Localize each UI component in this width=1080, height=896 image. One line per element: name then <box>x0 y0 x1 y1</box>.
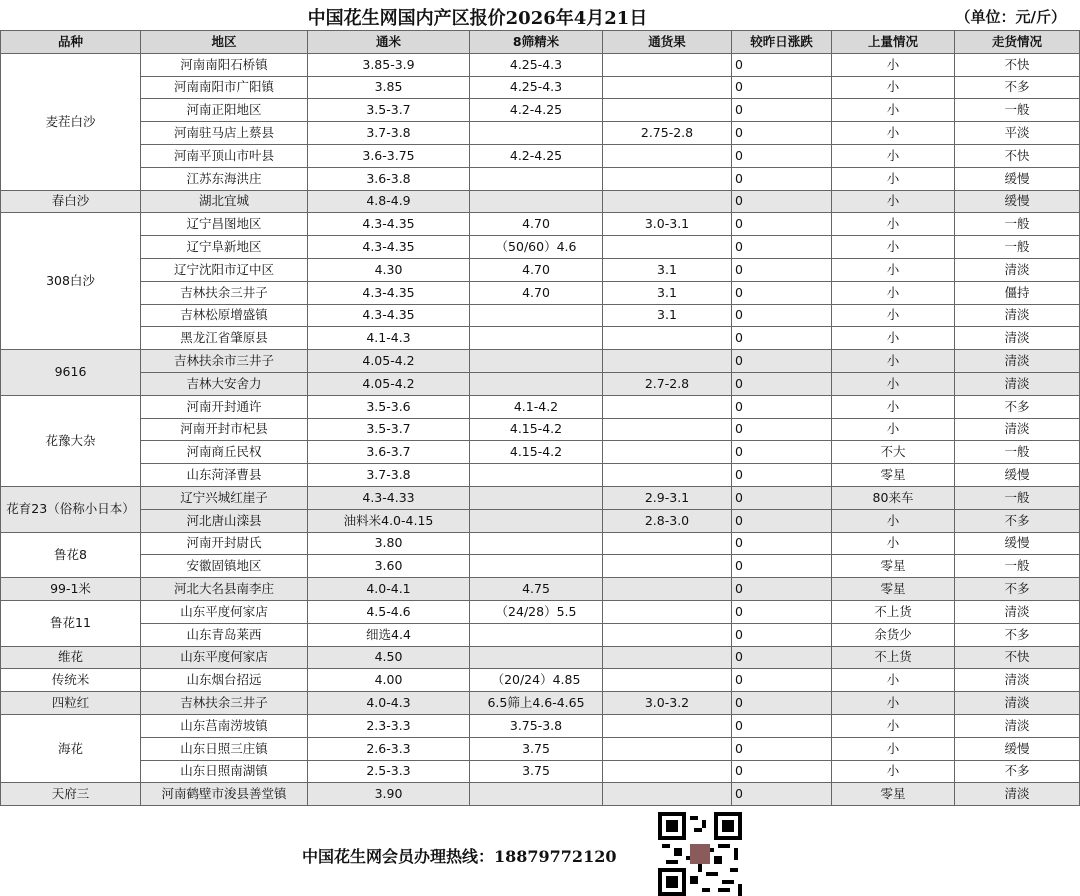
tongguo-cell: 2.9-3.1 <box>603 486 732 509</box>
table-row <box>1 167 1080 190</box>
jingmi-cell: 4.2-4.25 <box>470 144 603 167</box>
tongguo-cell <box>603 623 732 646</box>
tongguo-cell <box>603 464 732 487</box>
tongmi-cell: 2.3-3.3 <box>308 714 470 737</box>
variety-cell: 鲁花8 <box>1 532 141 578</box>
table-row <box>1 258 1080 281</box>
tongmi-cell: 4.5-4.6 <box>308 600 470 623</box>
table-row <box>1 53 1080 76</box>
price-table <box>0 30 1080 806</box>
jingmi-cell <box>470 623 603 646</box>
change-cell: 0 <box>732 167 832 190</box>
sales-cell: 一般 <box>955 486 1080 509</box>
tongmi-cell: 3.5-3.7 <box>308 418 470 441</box>
jingmi-cell <box>470 122 603 145</box>
tongmi-cell: 4.1-4.3 <box>308 327 470 350</box>
variety-cell: 99-1米 <box>1 578 141 601</box>
tongguo-cell <box>603 578 732 601</box>
jingmi-cell <box>470 486 603 509</box>
tongguo-cell <box>603 350 732 373</box>
tongmi-cell: 4.8-4.9 <box>308 190 470 213</box>
tongguo-cell <box>603 600 732 623</box>
jingmi-cell: 4.15-4.2 <box>470 418 603 441</box>
table-row <box>1 122 1080 145</box>
sales-cell: 清淡 <box>955 692 1080 715</box>
table-row <box>1 532 1080 555</box>
tongguo-cell <box>603 714 732 737</box>
tongmi-cell: 4.05-4.2 <box>308 372 470 395</box>
change-cell: 0 <box>732 600 832 623</box>
table-row <box>1 236 1080 259</box>
region-cell: 山东烟台招远 <box>141 669 308 692</box>
supply-cell: 不大 <box>832 441 955 464</box>
change-cell: 0 <box>732 53 832 76</box>
variety-cell: 麦茬白沙 <box>1 53 141 190</box>
tongmi-cell: 4.3-4.35 <box>308 281 470 304</box>
table-row <box>1 304 1080 327</box>
tongmi-cell: 4.3-4.33 <box>308 486 470 509</box>
jingmi-cell <box>470 783 603 806</box>
jingmi-cell: 6.5筛上4.6-4.65 <box>470 692 603 715</box>
jingmi-cell <box>470 532 603 555</box>
supply-cell: 小 <box>832 281 955 304</box>
variety-cell: 花育23（俗称小日本） <box>1 486 141 532</box>
column-header: 地区 <box>141 31 308 54</box>
sales-cell: 一般 <box>955 213 1080 236</box>
table-row <box>1 623 1080 646</box>
region-cell: 湖北宜城 <box>141 190 308 213</box>
table-row <box>1 441 1080 464</box>
change-cell: 0 <box>732 464 832 487</box>
footer <box>0 808 1080 896</box>
change-cell: 0 <box>732 737 832 760</box>
tongmi-cell: 油料米4.0-4.15 <box>308 509 470 532</box>
supply-cell: 小 <box>832 350 955 373</box>
tongmi-cell: 3.80 <box>308 532 470 555</box>
supply-cell: 小 <box>832 669 955 692</box>
change-cell: 0 <box>732 714 832 737</box>
supply-cell: 80来车 <box>832 486 955 509</box>
tongguo-cell <box>603 441 732 464</box>
column-header: 通米 <box>308 31 470 54</box>
jingmi-cell <box>470 509 603 532</box>
region-cell: 山东平度何家店 <box>141 600 308 623</box>
tongmi-cell: 3.85 <box>308 76 470 99</box>
tongguo-cell <box>603 783 732 806</box>
change-cell: 0 <box>732 236 832 259</box>
region-cell: 河南平顶山市叶县 <box>141 144 308 167</box>
supply-cell: 小 <box>832 167 955 190</box>
region-cell: 河南开封通许 <box>141 395 308 418</box>
change-cell: 0 <box>732 578 832 601</box>
variety-cell: 春白沙 <box>1 190 141 213</box>
region-cell: 辽宁兴城红崖子 <box>141 486 308 509</box>
tongmi-cell: 细选4.4 <box>308 623 470 646</box>
table-row <box>1 99 1080 122</box>
region-cell: 辽宁阜新地区 <box>141 236 308 259</box>
sales-cell: 缓慢 <box>955 190 1080 213</box>
jingmi-cell: 4.25-4.3 <box>470 53 603 76</box>
tongmi-cell: 3.7-3.8 <box>308 122 470 145</box>
supply-cell: 小 <box>832 258 955 281</box>
table-row <box>1 327 1080 350</box>
tongmi-cell: 4.50 <box>308 646 470 669</box>
supply-cell: 小 <box>832 737 955 760</box>
jingmi-cell <box>470 327 603 350</box>
tongguo-cell <box>603 327 732 350</box>
tongguo-cell <box>603 167 732 190</box>
change-cell: 0 <box>732 760 832 783</box>
tongmi-cell: 3.90 <box>308 783 470 806</box>
tongguo-cell: 2.8-3.0 <box>603 509 732 532</box>
jingmi-cell: 4.70 <box>470 258 603 281</box>
supply-cell: 不上货 <box>832 646 955 669</box>
title-bar <box>0 0 1080 30</box>
region-cell: 江苏东海洪庄 <box>141 167 308 190</box>
table-row <box>1 464 1080 487</box>
table-row <box>1 76 1080 99</box>
tongmi-cell: 3.5-3.6 <box>308 395 470 418</box>
supply-cell: 小 <box>832 213 955 236</box>
sales-cell: 一般 <box>955 99 1080 122</box>
jingmi-cell: 3.75-3.8 <box>470 714 603 737</box>
supply-cell: 小 <box>832 144 955 167</box>
change-cell: 0 <box>732 532 832 555</box>
header-row <box>1 31 1080 54</box>
table-row <box>1 714 1080 737</box>
jingmi-cell: （50/60）4.6 <box>470 236 603 259</box>
sales-cell: 一般 <box>955 236 1080 259</box>
tongguo-cell <box>603 190 732 213</box>
sales-cell: 不多 <box>955 578 1080 601</box>
tongmi-cell: 4.0-4.3 <box>308 692 470 715</box>
tongmi-cell: 4.05-4.2 <box>308 350 470 373</box>
supply-cell: 小 <box>832 304 955 327</box>
supply-cell: 零星 <box>832 578 955 601</box>
table-row <box>1 281 1080 304</box>
table-row <box>1 578 1080 601</box>
sales-cell: 清淡 <box>955 418 1080 441</box>
change-cell: 0 <box>732 509 832 532</box>
region-cell: 吉林扶余三井子 <box>141 692 308 715</box>
column-header: 通货果 <box>603 31 732 54</box>
tongmi-cell: 3.6-3.7 <box>308 441 470 464</box>
variety-cell: 花豫大杂 <box>1 395 141 486</box>
change-cell: 0 <box>732 213 832 236</box>
supply-cell: 不上货 <box>832 600 955 623</box>
tongguo-cell: 3.0-3.2 <box>603 692 732 715</box>
tongmi-cell: 4.3-4.35 <box>308 213 470 236</box>
sales-cell: 清淡 <box>955 600 1080 623</box>
table-row <box>1 350 1080 373</box>
table-row <box>1 669 1080 692</box>
change-cell: 0 <box>732 122 832 145</box>
region-cell: 黑龙江省肇原县 <box>141 327 308 350</box>
variety-cell: 海花 <box>1 714 141 782</box>
table-row <box>1 760 1080 783</box>
sales-cell: 僵持 <box>955 281 1080 304</box>
sales-cell: 清淡 <box>955 304 1080 327</box>
region-cell: 河南开封尉氏 <box>141 532 308 555</box>
tongguo-cell <box>603 669 732 692</box>
tongguo-cell: 2.7-2.8 <box>603 372 732 395</box>
region-cell: 吉林大安舍力 <box>141 372 308 395</box>
sales-cell: 不快 <box>955 646 1080 669</box>
tongguo-cell: 2.75-2.8 <box>603 122 732 145</box>
region-cell: 河南南阳石桥镇 <box>141 53 308 76</box>
sales-cell: 清淡 <box>955 783 1080 806</box>
table-row <box>1 418 1080 441</box>
sales-cell: 不多 <box>955 395 1080 418</box>
sales-cell: 清淡 <box>955 350 1080 373</box>
jingmi-cell: 4.25-4.3 <box>470 76 603 99</box>
column-header: 上量情况 <box>832 31 955 54</box>
table-row <box>1 737 1080 760</box>
sales-cell: 清淡 <box>955 714 1080 737</box>
supply-cell: 小 <box>832 509 955 532</box>
table-row <box>1 486 1080 509</box>
change-cell: 0 <box>732 327 832 350</box>
region-cell: 山东日照南湖镇 <box>141 760 308 783</box>
tongmi-cell: 2.6-3.3 <box>308 737 470 760</box>
variety-cell: 维花 <box>1 646 141 669</box>
tongguo-cell <box>603 555 732 578</box>
change-cell: 0 <box>732 258 832 281</box>
tongguo-cell <box>603 395 732 418</box>
change-cell: 0 <box>732 441 832 464</box>
region-cell: 河南驻马店上蔡县 <box>141 122 308 145</box>
sales-cell: 不多 <box>955 623 1080 646</box>
jingmi-cell <box>470 304 603 327</box>
jingmi-cell: （24/28）5.5 <box>470 600 603 623</box>
tongguo-cell <box>603 76 732 99</box>
page-title: 中国花生网国内产区报价2026年4月21日 <box>307 8 648 29</box>
supply-cell: 小 <box>832 692 955 715</box>
region-cell: 河南鹤壁市浚县善堂镇 <box>141 783 308 806</box>
sales-cell: 缓慢 <box>955 737 1080 760</box>
supply-cell: 小 <box>832 418 955 441</box>
table-row <box>1 692 1080 715</box>
sales-cell: 清淡 <box>955 258 1080 281</box>
supply-cell: 余货少 <box>832 623 955 646</box>
change-cell: 0 <box>732 646 832 669</box>
tongmi-cell: 4.3-4.35 <box>308 236 470 259</box>
region-cell: 河南正阳地区 <box>141 99 308 122</box>
column-header: 走货情况 <box>955 31 1080 54</box>
sales-cell: 一般 <box>955 441 1080 464</box>
supply-cell: 零星 <box>832 555 955 578</box>
region-cell: 河南商丘民权 <box>141 441 308 464</box>
tongmi-cell: 2.5-3.3 <box>308 760 470 783</box>
supply-cell: 小 <box>832 122 955 145</box>
tongguo-cell: 3.1 <box>603 304 732 327</box>
supply-cell: 小 <box>832 99 955 122</box>
supply-cell: 小 <box>832 714 955 737</box>
supply-cell: 小 <box>832 395 955 418</box>
jingmi-cell: 4.1-4.2 <box>470 395 603 418</box>
change-cell: 0 <box>732 395 832 418</box>
sales-cell: 不多 <box>955 76 1080 99</box>
supply-cell: 小 <box>832 372 955 395</box>
table-row <box>1 600 1080 623</box>
region-cell: 山东莒南涝坡镇 <box>141 714 308 737</box>
unit-label: （单位：元/斤） <box>955 8 1066 26</box>
region-cell: 山东日照三庄镇 <box>141 737 308 760</box>
region-cell: 河南南阳市广阳镇 <box>141 76 308 99</box>
sales-cell: 缓慢 <box>955 532 1080 555</box>
sales-cell: 清淡 <box>955 669 1080 692</box>
jingmi-cell: 4.2-4.25 <box>470 99 603 122</box>
jingmi-cell <box>470 646 603 669</box>
tongmi-cell: 3.85-3.9 <box>308 53 470 76</box>
table-row <box>1 509 1080 532</box>
tongguo-cell: 3.1 <box>603 258 732 281</box>
tongguo-cell <box>603 737 732 760</box>
supply-cell: 小 <box>832 327 955 350</box>
table-row <box>1 190 1080 213</box>
tongguo-cell <box>603 144 732 167</box>
column-header: 品种 <box>1 31 141 54</box>
tongguo-cell <box>603 532 732 555</box>
variety-cell: 天府三 <box>1 783 141 806</box>
change-cell: 0 <box>732 190 832 213</box>
tongguo-cell <box>603 99 732 122</box>
table-row <box>1 144 1080 167</box>
supply-cell: 小 <box>832 532 955 555</box>
supply-cell: 小 <box>832 76 955 99</box>
column-header: 较昨日涨跌 <box>732 31 832 54</box>
sales-cell: 缓慢 <box>955 464 1080 487</box>
qr-code-icon <box>656 812 744 896</box>
table-row <box>1 783 1080 806</box>
region-cell: 山东菏泽曹县 <box>141 464 308 487</box>
tongguo-cell <box>603 53 732 76</box>
region-cell: 河北唐山滦县 <box>141 509 308 532</box>
tongguo-cell <box>603 760 732 783</box>
table-body <box>1 53 1080 805</box>
jingmi-cell <box>470 190 603 213</box>
region-cell: 吉林松原增盛镇 <box>141 304 308 327</box>
supply-cell: 小 <box>832 236 955 259</box>
region-cell: 吉林扶余市三井子 <box>141 350 308 373</box>
region-cell: 山东青岛莱西 <box>141 623 308 646</box>
supply-cell: 小 <box>832 760 955 783</box>
sales-cell: 清淡 <box>955 327 1080 350</box>
sales-cell: 不快 <box>955 53 1080 76</box>
variety-cell: 308白沙 <box>1 213 141 350</box>
supply-cell: 小 <box>832 190 955 213</box>
tongmi-cell: 4.30 <box>308 258 470 281</box>
table-row <box>1 395 1080 418</box>
change-cell: 0 <box>732 555 832 578</box>
change-cell: 0 <box>732 76 832 99</box>
change-cell: 0 <box>732 486 832 509</box>
jingmi-cell <box>470 555 603 578</box>
table-row <box>1 646 1080 669</box>
jingmi-cell: 4.70 <box>470 281 603 304</box>
variety-cell: 传统米 <box>1 669 141 692</box>
tongmi-cell: 3.6-3.8 <box>308 167 470 190</box>
jingmi-cell <box>470 372 603 395</box>
tongguo-cell <box>603 236 732 259</box>
sales-cell: 一般 <box>955 555 1080 578</box>
region-cell: 河南开封市杞县 <box>141 418 308 441</box>
change-cell: 0 <box>732 692 832 715</box>
tongguo-cell <box>603 646 732 669</box>
table-row <box>1 372 1080 395</box>
variety-cell: 鲁花11 <box>1 600 141 646</box>
table-row <box>1 213 1080 236</box>
change-cell: 0 <box>732 783 832 806</box>
jingmi-cell <box>470 167 603 190</box>
variety-cell: 四粒红 <box>1 692 141 715</box>
change-cell: 0 <box>732 669 832 692</box>
region-cell: 吉林扶余三井子 <box>141 281 308 304</box>
sales-cell: 不多 <box>955 760 1080 783</box>
tongguo-cell: 3.1 <box>603 281 732 304</box>
jingmi-cell: 4.15-4.2 <box>470 441 603 464</box>
change-cell: 0 <box>732 281 832 304</box>
tongguo-cell: 3.0-3.1 <box>603 213 732 236</box>
sales-cell: 不快 <box>955 144 1080 167</box>
jingmi-cell <box>470 350 603 373</box>
jingmi-cell <box>470 464 603 487</box>
column-header: 8筛精米 <box>470 31 603 54</box>
change-cell: 0 <box>732 623 832 646</box>
change-cell: 0 <box>732 144 832 167</box>
tongguo-cell <box>603 418 732 441</box>
region-cell: 河北大名县南李庄 <box>141 578 308 601</box>
region-cell: 辽宁沈阳市辽中区 <box>141 258 308 281</box>
tongmi-cell: 4.3-4.35 <box>308 304 470 327</box>
sales-cell: 清淡 <box>955 372 1080 395</box>
tongmi-cell: 3.7-3.8 <box>308 464 470 487</box>
jingmi-cell: 4.75 <box>470 578 603 601</box>
supply-cell: 小 <box>832 53 955 76</box>
tongmi-cell: 3.6-3.75 <box>308 144 470 167</box>
change-cell: 0 <box>732 99 832 122</box>
region-cell: 山东平度何家店 <box>141 646 308 669</box>
change-cell: 0 <box>732 418 832 441</box>
sales-cell: 不多 <box>955 509 1080 532</box>
hotline-text: 中国花生网会员办理热线：18879772120 <box>302 847 617 866</box>
tongmi-cell: 3.5-3.7 <box>308 99 470 122</box>
sales-cell: 平淡 <box>955 122 1080 145</box>
jingmi-cell: 4.70 <box>470 213 603 236</box>
supply-cell: 零星 <box>832 783 955 806</box>
sales-cell: 缓慢 <box>955 167 1080 190</box>
tongmi-cell: 4.00 <box>308 669 470 692</box>
tongmi-cell: 3.60 <box>308 555 470 578</box>
table-row <box>1 555 1080 578</box>
jingmi-cell: 3.75 <box>470 760 603 783</box>
change-cell: 0 <box>732 304 832 327</box>
jingmi-cell: （20/24）4.85 <box>470 669 603 692</box>
change-cell: 0 <box>732 350 832 373</box>
jingmi-cell: 3.75 <box>470 737 603 760</box>
change-cell: 0 <box>732 372 832 395</box>
supply-cell: 零星 <box>832 464 955 487</box>
region-cell: 辽宁昌图地区 <box>141 213 308 236</box>
tongmi-cell: 4.0-4.1 <box>308 578 470 601</box>
variety-cell: 9616 <box>1 350 141 396</box>
region-cell: 安徽固镇地区 <box>141 555 308 578</box>
